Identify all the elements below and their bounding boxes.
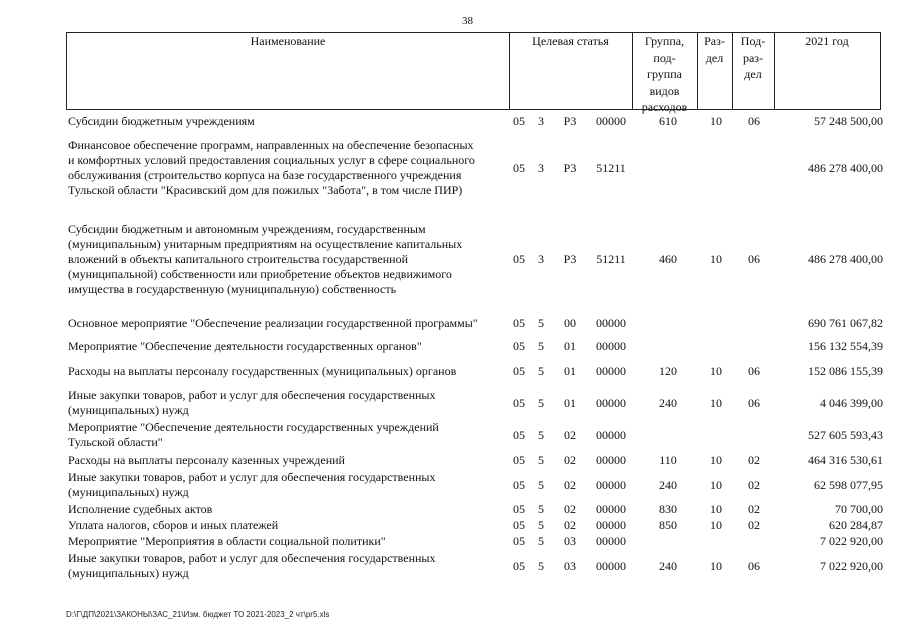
target-code-2: 3 xyxy=(538,114,544,128)
header-target: Целевая статья xyxy=(532,34,609,48)
target-code-1: 05 xyxy=(513,339,525,353)
row-amount: 57 248 500,00 xyxy=(814,114,883,128)
row-name-line: Мероприятие "Обеспечение деятельности государственных органов" xyxy=(68,339,422,353)
section-code: 10 xyxy=(710,252,722,266)
row-amount: 486 278 400,00 xyxy=(808,160,883,175)
section-code: 10 xyxy=(710,114,722,128)
target-code-1: 05 xyxy=(513,364,525,378)
target-code-1: 05 xyxy=(513,316,525,330)
row-name xyxy=(68,114,508,129)
group-code: 460 xyxy=(659,252,677,266)
row-name-line: Субсидии бюджетным и автономным учреждениям, государственным xyxy=(68,222,426,236)
target-code-1: 05 xyxy=(513,252,525,266)
header-section-line: Раз- xyxy=(704,34,725,48)
target-code-1: 05 xyxy=(513,160,525,175)
row-amount: 4 046 399,00 xyxy=(820,395,883,410)
target-code-2: 5 xyxy=(538,364,544,378)
target-code-4: 51211 xyxy=(596,160,626,175)
row-name xyxy=(68,470,508,500)
row-name xyxy=(68,502,508,517)
subsection-code: 06 xyxy=(748,558,760,573)
subsection-code: 02 xyxy=(748,518,760,532)
row-name-line: (муниципальных) нужд xyxy=(68,566,189,580)
group-code: 120 xyxy=(659,364,677,378)
header-group-line: под- xyxy=(653,50,676,65)
target-code-4: 00000 xyxy=(596,477,626,492)
target-code-4: 00000 xyxy=(596,502,626,516)
target-code-1: 05 xyxy=(513,518,525,532)
file-path-footer: D:\Г\ДП\2021\ЗАКОНЫ\ЗАС_21\Изм. бюджет ТО 2021-2023_2 чт\pr5.xls xyxy=(66,610,330,619)
row-amount: 7 022 920,00 xyxy=(820,558,883,573)
row-name-line: Расходы на выплаты персоналу государственных (муниципальных) органов xyxy=(68,364,457,378)
target-code-1: 05 xyxy=(513,453,525,467)
row-name xyxy=(68,420,508,450)
header-group-line: расходов xyxy=(641,100,688,114)
target-code-3: Р3 xyxy=(563,252,577,266)
target-code-3: Р3 xyxy=(563,114,577,128)
target-code-4: 00000 xyxy=(596,364,626,378)
section-code: 10 xyxy=(710,502,722,516)
group-code: 850 xyxy=(659,518,677,532)
target-code-3: 02 xyxy=(564,427,576,442)
target-code-3: Р3 xyxy=(563,160,577,175)
row-name-line: Субсидии бюджетным учреждениям xyxy=(68,114,255,128)
subsection-code: 06 xyxy=(748,395,760,410)
target-code-1: 05 xyxy=(513,558,525,573)
section-code: 10 xyxy=(710,558,722,573)
row-name-line: имущества в государственную (муниципальную) собственность xyxy=(68,282,397,296)
target-code-3: 03 xyxy=(564,558,576,573)
header-subsection-line: дел xyxy=(744,67,762,81)
row-name xyxy=(68,316,508,331)
row-amount: 527 605 593,43 xyxy=(808,427,883,442)
page-number: 38 xyxy=(462,15,473,27)
row-name-line: Расходы на выплаты персоналу казенных учреждений xyxy=(68,453,345,467)
target-code-1: 05 xyxy=(513,477,525,492)
target-code-2: 5 xyxy=(538,558,544,573)
row-amount: 70 700,00 xyxy=(835,502,883,516)
section-code: 10 xyxy=(710,518,722,532)
row-name-line: Мероприятие "Мероприятия в области социальной политики" xyxy=(68,534,386,548)
header-subsection-line: раз- xyxy=(742,50,764,65)
target-code-3: 02 xyxy=(564,502,576,516)
row-name xyxy=(68,138,508,198)
subsection-code: 06 xyxy=(748,364,760,378)
target-code-1: 05 xyxy=(513,502,525,516)
group-code: 240 xyxy=(659,395,677,410)
header-subsection-line: Под- xyxy=(740,34,766,48)
subsection-code: 02 xyxy=(748,502,760,516)
section-code: 10 xyxy=(710,453,722,467)
row-name-line: (муниципальной) собственности или приобретение объектов недвижимого xyxy=(68,267,452,281)
target-code-1: 05 xyxy=(513,395,525,410)
row-name-line: Иные закупки товаров, работ и услуг для обеспечения государственных xyxy=(68,470,436,484)
target-code-1: 05 xyxy=(513,114,525,128)
target-code-2: 5 xyxy=(538,427,544,442)
target-code-2: 5 xyxy=(538,339,544,353)
target-code-4: 00000 xyxy=(596,518,626,532)
header-section-line: дел xyxy=(705,50,724,65)
row-name xyxy=(68,339,508,354)
target-code-3: 02 xyxy=(564,477,576,492)
target-code-2: 5 xyxy=(538,534,544,548)
target-code-2: 5 xyxy=(538,453,544,467)
row-name-line: Исполнение судебных актов xyxy=(68,502,213,516)
target-code-4: 00000 xyxy=(596,453,626,467)
target-code-2: 5 xyxy=(538,395,544,410)
row-name-line: обслуживания (строительство корпуса на базе государственного учреждения xyxy=(68,168,462,182)
target-code-3: 01 xyxy=(564,339,576,353)
row-name-line: Тульской области "Красивский дом для пожилых "Забота", в том числе ПИР) xyxy=(68,183,463,197)
row-name xyxy=(68,222,508,297)
subsection-code: 06 xyxy=(748,114,760,128)
header-section xyxy=(697,33,732,66)
target-code-4: 00000 xyxy=(596,427,626,442)
row-amount: 690 761 067,82 xyxy=(808,316,883,330)
target-code-3: 00 xyxy=(564,316,576,330)
subsection-code: 06 xyxy=(748,252,760,266)
row-name-line: и комфортных условий предоставления социальных услуг в сфере социального xyxy=(68,153,475,167)
target-code-2: 5 xyxy=(538,518,544,532)
target-code-3: 01 xyxy=(564,364,576,378)
header-name: Наименование xyxy=(250,34,326,48)
row-amount: 7 022 920,00 xyxy=(820,534,883,548)
row-amount: 620 284,87 xyxy=(829,518,883,532)
row-name xyxy=(68,453,508,468)
target-code-2: 5 xyxy=(538,316,544,330)
row-amount: 152 086 155,39 xyxy=(808,364,883,378)
group-code: 610 xyxy=(659,114,677,128)
target-code-4: 00000 xyxy=(596,316,626,330)
row-name-line: Уплата налогов, сборов и иных платежей xyxy=(68,518,279,532)
target-code-2: 5 xyxy=(538,502,544,516)
target-code-3: 01 xyxy=(564,395,576,410)
row-name xyxy=(68,518,508,533)
section-code: 10 xyxy=(710,477,722,492)
header-group-line: группа xyxy=(647,67,682,81)
target-code-1: 05 xyxy=(513,534,525,548)
row-name-line: (муниципальных) нужд xyxy=(68,485,189,499)
row-name-line: Мероприятие "Обеспечение деятельности государственных учреждений xyxy=(68,420,439,434)
row-name-line: (муниципальных) нужд xyxy=(68,403,189,417)
target-code-4: 00000 xyxy=(596,395,626,410)
row-name xyxy=(68,551,508,581)
subsection-code: 02 xyxy=(748,477,760,492)
header-year: 2021 год xyxy=(805,34,849,48)
target-code-4: 51211 xyxy=(596,252,626,266)
target-code-2: 3 xyxy=(538,160,544,175)
target-code-1: 05 xyxy=(513,427,525,442)
target-code-3: 02 xyxy=(564,518,576,532)
subsection-code: 02 xyxy=(748,453,760,467)
row-name xyxy=(68,364,508,379)
group-code: 240 xyxy=(659,558,677,573)
section-code: 10 xyxy=(710,364,722,378)
group-code: 110 xyxy=(659,453,677,467)
target-code-4: 00000 xyxy=(596,339,626,353)
table-header xyxy=(66,32,881,114)
target-code-3: 03 xyxy=(564,534,576,548)
target-code-4: 00000 xyxy=(596,558,626,573)
row-name xyxy=(68,388,508,418)
target-code-2: 5 xyxy=(538,477,544,492)
section-code: 10 xyxy=(710,395,722,410)
row-name-line: Финансовое обеспечение программ, направленных на обеспечение безопасных xyxy=(68,138,474,152)
target-code-4: 00000 xyxy=(596,534,626,548)
row-name-line: Иные закупки товаров, работ и услуг для обеспечения государственных xyxy=(68,388,436,402)
row-name-line: Основное мероприятие "Обеспечение реализации государственной программы" xyxy=(68,316,478,330)
header-group-line: видов xyxy=(649,83,680,98)
group-code: 830 xyxy=(659,502,677,516)
target-code-4: 00000 xyxy=(596,114,626,128)
row-name-line: Иные закупки товаров, работ и услуг для обеспечения государственных xyxy=(68,551,436,565)
row-name-line: (муниципальным) унитарным предприятиям на осуществление капитальных xyxy=(68,237,463,251)
header-group xyxy=(632,33,697,116)
target-code-2: 3 xyxy=(538,252,544,266)
row-amount: 464 316 530,61 xyxy=(808,453,883,467)
row-amount: 156 132 554,39 xyxy=(808,339,883,353)
group-code: 240 xyxy=(659,477,677,492)
row-name-line: вложений в объекты капитального строительства государственной xyxy=(68,252,408,266)
row-name xyxy=(68,534,508,549)
header-subsection xyxy=(732,33,774,83)
row-name-line: Тульской области" xyxy=(68,435,163,449)
target-code-3: 02 xyxy=(564,453,576,467)
row-amount: 486 278 400,00 xyxy=(808,252,883,266)
header-group-line: Группа, xyxy=(644,34,685,48)
row-amount: 62 598 077,95 xyxy=(814,477,883,492)
